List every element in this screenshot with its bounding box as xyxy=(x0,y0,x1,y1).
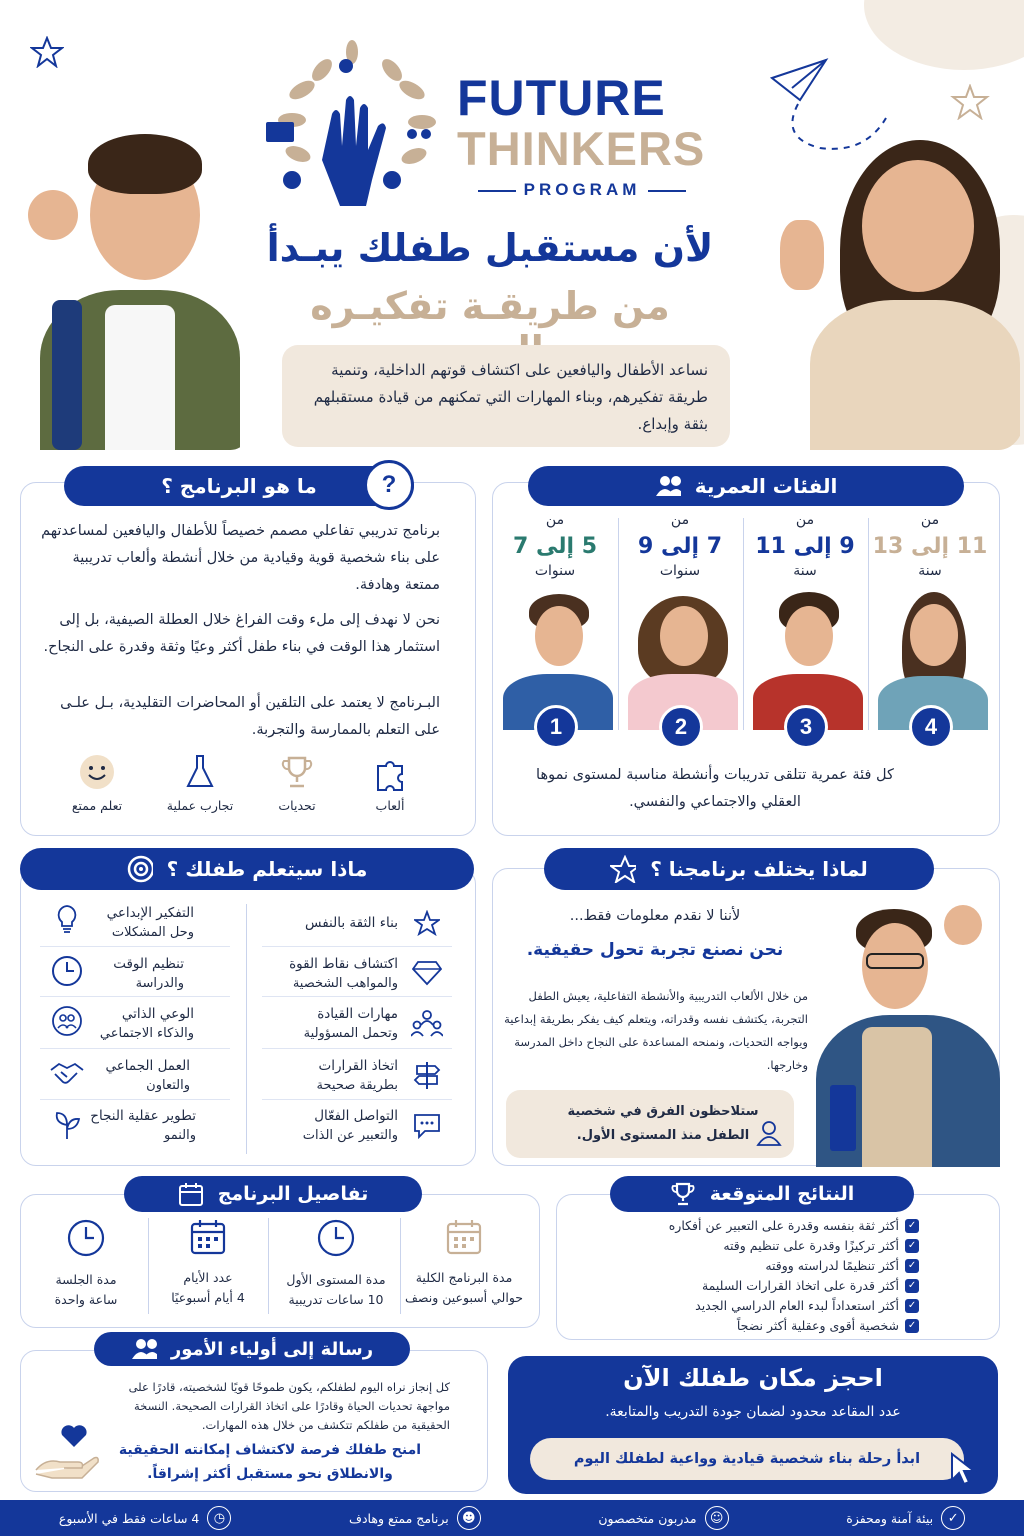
why-subtitle-2: نحن نصنع تجربة تحول حقيقية. xyxy=(526,940,784,960)
trainers-icon: ☺ xyxy=(705,1506,729,1530)
detail-total-duration xyxy=(404,1218,524,1308)
hero-headline-2: من طريقـة تفكيـره xyxy=(310,284,670,328)
age-range: 9 إلى 11 xyxy=(755,534,855,559)
why-title: لماذا يختلف برنامجنا ؟ xyxy=(650,857,868,881)
about-feature-label: تجارب عملية xyxy=(166,798,234,813)
divider xyxy=(40,946,230,947)
puzzle-icon xyxy=(370,752,410,792)
learn-item-line2: وتحمل المسؤولية xyxy=(303,1026,398,1041)
question-search-icon: ? xyxy=(364,460,414,510)
detail-label: مدة الجلسة xyxy=(55,1272,117,1287)
divider xyxy=(618,518,619,730)
age-number-badge: 2 xyxy=(659,705,703,749)
logo-line-program xyxy=(457,180,707,200)
learn-item-time xyxy=(4,955,184,993)
divider xyxy=(262,946,452,947)
result-item xyxy=(619,1238,919,1253)
learn-title-pill xyxy=(20,848,474,890)
about-paragraph-3: البـرنامج لا يعتمد على التلقين أو المحاضرات التقليدية، بـل علـى على التعلم بالممارسة والتجربة. xyxy=(60,695,440,738)
divider xyxy=(743,518,744,730)
cta-subtitle: عدد المقاعد محدود لضمان جودة التدريب والمتابعة. xyxy=(605,1404,901,1420)
divider xyxy=(40,996,230,997)
age-number-badge: 3 xyxy=(784,705,828,749)
age-group-3 xyxy=(745,512,865,579)
learn-item-line1: العمل الجماعي xyxy=(105,1058,190,1074)
user-icon xyxy=(756,1120,782,1146)
details-title-pill xyxy=(124,1176,422,1212)
handshake-icon xyxy=(48,1054,86,1092)
learn-item-line1: اكتشاف نقاط القوة xyxy=(289,956,398,972)
about-title-pill xyxy=(64,466,414,506)
footer-item-label: مدربون متخصصون xyxy=(598,1510,697,1526)
age-from: من xyxy=(795,512,815,528)
divider xyxy=(400,1218,401,1314)
cta-title: احجز مكان طفلك الآن xyxy=(623,1364,883,1392)
flask-icon xyxy=(180,752,220,792)
learn-item-communication xyxy=(218,1107,398,1145)
trophy-icon xyxy=(670,1181,696,1207)
why-callout-text: ستلاحظون الفرق في شخصية الطفل منذ المستوى الأول. xyxy=(567,1104,759,1143)
why-title-pill xyxy=(544,848,934,890)
about-title: ما هو البرنامج ؟ xyxy=(161,474,317,498)
ages-note: كل فئة عمرية تتلقى تدريبات وأنشطة مناسبة لمستوى نموها العقلي والاجتماعي والنفسي. xyxy=(536,767,894,810)
footer-item-label: 4 ساعات فقط في الأسبوع xyxy=(58,1510,200,1526)
parents-title-pill xyxy=(94,1332,410,1366)
age-number-badge: 4 xyxy=(909,705,953,749)
people-circle-icon xyxy=(48,1002,86,1040)
about-feature-experiments xyxy=(160,752,240,816)
group-icon xyxy=(131,1336,157,1362)
star-icon xyxy=(610,856,636,882)
footer-item-label: برنامج ممتع وهادف xyxy=(349,1510,449,1526)
about-feature-label: تعلم ممتع xyxy=(71,798,123,813)
cursor-icon xyxy=(946,1452,980,1488)
learn-item-confidence xyxy=(218,914,398,933)
detail-label: مدة المستوى الأول xyxy=(286,1272,386,1287)
detail-value: حوالي أسبوعين ونصف xyxy=(404,1290,524,1305)
age-group-2 xyxy=(620,512,740,579)
learn-item-line1: التفكير الإبداعي xyxy=(106,905,194,921)
divider xyxy=(268,1218,269,1314)
learn-item-line2: والمواهب الشخصية xyxy=(292,976,398,991)
learn-item-line1: التواصل الفعّال xyxy=(314,1108,398,1124)
learn-item-line2: والتعبير عن الذات xyxy=(302,1128,398,1143)
detail-level-duration xyxy=(276,1218,396,1310)
ages-title: الفئات العمرية xyxy=(694,474,838,498)
result-text: أكثر قدرة على اتخاذ القرارات السليمة xyxy=(701,1278,899,1293)
age-range: 5 إلى 7 xyxy=(512,534,597,559)
shield-icon: ✓ xyxy=(941,1506,965,1530)
result-item xyxy=(619,1258,919,1273)
detail-label: مدة البرنامج الكلية xyxy=(415,1270,513,1285)
about-feature-challenges xyxy=(262,752,332,816)
result-text: أكثر تنظيمًا لدراسته ووقته xyxy=(765,1258,899,1273)
about-paragraph-1: برنامج تدريبي تفاعلي مصمم خصيصاً للأطفال واليافعين لمساعدتهم على بناء شخصية قوية وقيادية من خلال أنشطة وألعاب تدريبية ممتعة وهادفة. xyxy=(41,523,440,593)
parents-highlight: امنح طفلك فرصة لاكتشاف إمكانته الحقيقية والانطلاق نحو مستقبل أكثر إشراقاً. xyxy=(118,1442,422,1482)
signpost-icon xyxy=(408,1056,446,1094)
learn-item-line2: والتعاون xyxy=(146,1078,190,1093)
result-text: أكثر ثقة بنفسه وقدرة على التعبير عن أفكاره xyxy=(668,1218,899,1233)
cta-button[interactable] xyxy=(530,1438,964,1480)
learn-item-line2: والدراسة xyxy=(135,976,184,991)
logo-program-text: PROGRAM xyxy=(523,180,641,199)
results-title: النتائج المتوقعة xyxy=(709,1183,855,1205)
footer-item-label: بيئة آمنة ومحفزة xyxy=(846,1510,934,1526)
clock-icon xyxy=(66,1218,106,1258)
result-text: شخصية أقوى وعقلية أكثر نضجاً xyxy=(736,1318,899,1333)
learn-item-line1: تنظيم الوقت xyxy=(113,956,184,972)
smile-icon: ☻ xyxy=(457,1506,481,1530)
check-icon: ✓ xyxy=(905,1259,919,1273)
learn-item-decisions xyxy=(218,1057,398,1095)
hero-headline-1: لأن مستقبل طفلك يبـدأ xyxy=(266,226,714,270)
why-body: من خلال الألعاب التدريبية والأنشطة التفاعلية، يعيش الطفل التجربة، يكتشف نفسه وقدراته، ويتعلم كيف يفكر بطريقة إبداعية ويواجه التحديات، ونمنحه المساعدة على النجاح داخل المدرسة وخارجها. xyxy=(504,989,808,1072)
divider xyxy=(262,1048,452,1049)
detail-value: 10 ساعات تدريبية xyxy=(288,1292,384,1307)
details-title: تفاصيل البرنامج xyxy=(217,1183,369,1205)
diamond-icon xyxy=(408,954,446,992)
divider xyxy=(262,1099,452,1100)
ages-title-pill xyxy=(528,466,964,506)
result-text: أكثر تركيزًا وقدرة على تنظيم وقته xyxy=(723,1238,899,1253)
about-feature-fun xyxy=(62,752,132,816)
trophy-icon xyxy=(277,752,317,792)
logo-line-future: FUTURE xyxy=(457,70,666,126)
detail-value: ساعة واحدة xyxy=(54,1292,118,1307)
age-from: من xyxy=(670,512,690,528)
check-icon: ✓ xyxy=(905,1319,919,1333)
plant-icon xyxy=(48,1106,86,1144)
learn-item-line1: تطوير عقلية النجاح xyxy=(90,1108,196,1124)
age-group-4 xyxy=(870,512,990,579)
learn-item-strengths xyxy=(218,955,398,993)
target-icon xyxy=(127,856,153,882)
footer-bar xyxy=(0,1500,1024,1536)
result-item xyxy=(619,1298,919,1313)
learn-title: ماذا سيتعلم طفلك ؟ xyxy=(166,857,368,881)
check-icon: ✓ xyxy=(905,1279,919,1293)
star-icon xyxy=(408,904,446,942)
detail-label: عدد الأيام xyxy=(183,1270,233,1285)
results-title-pill xyxy=(610,1176,914,1212)
about-feature-label: ألعاب xyxy=(375,798,405,813)
age-unit: سنة xyxy=(793,563,817,579)
age-unit: سنة xyxy=(918,563,942,579)
footer-item-safe xyxy=(846,1506,965,1530)
learn-item-line2: والنمو xyxy=(163,1128,196,1143)
learn-item-line1: مهارات القيادة xyxy=(317,1006,398,1022)
age-unit: سنوات xyxy=(659,563,701,579)
check-icon: ✓ xyxy=(905,1299,919,1313)
star-outline-icon xyxy=(30,36,64,68)
age-from: من xyxy=(920,512,940,528)
learn-item-line1: اتخاذ القرارات xyxy=(318,1058,398,1074)
age-unit: سنوات xyxy=(534,563,576,579)
group-icon xyxy=(655,473,681,499)
divider xyxy=(262,996,452,997)
calendar-icon xyxy=(178,1181,204,1207)
logo-wordmark xyxy=(457,72,717,200)
why-subtitle-1: لأننا لا نقدم معلومات فقط... xyxy=(569,908,741,924)
result-text: أكثر استعداداً لبدء العام الدراسي الجديد xyxy=(695,1298,899,1313)
footer-item-trainers xyxy=(598,1506,728,1530)
clock-icon xyxy=(316,1218,356,1258)
intro-box: نساعد الأطفال واليافعين على اكتشاف قوتهم الداخلية، وتنمية طريقة تفكيرهم، وبناء المهارات التي تمكنهم من قيادة مستقبلهم بثقة وإبداع. xyxy=(282,345,730,447)
why-callout xyxy=(506,1090,794,1158)
learn-item-teamwork xyxy=(10,1057,190,1095)
lightbulb-icon xyxy=(48,900,86,938)
detail-days xyxy=(148,1218,268,1308)
age-from: من xyxy=(545,512,565,528)
footer-item-fun xyxy=(349,1506,481,1530)
boy-photo xyxy=(10,110,255,450)
calendar-icon xyxy=(189,1218,227,1256)
learn-item-growth xyxy=(16,1107,196,1145)
result-item xyxy=(619,1278,919,1293)
learn-item-awareness xyxy=(14,1005,194,1043)
detail-session xyxy=(26,1218,146,1310)
divider xyxy=(40,1048,230,1049)
age-range: 7 إلى 9 xyxy=(637,534,722,559)
learn-item-line2: وحل المشكلات xyxy=(111,925,194,940)
age-number-badge: 1 xyxy=(534,705,578,749)
parents-body: كل إنجاز نراه اليوم لطفلكم، يكون طموحًا قويًا لشخصيته، قادرًا على مواجهة تحديات الحياة وقادرًا على اتخاذ القرارات الصحيحة. النسخة الحقيقية من طفلكم تتكشف من خلال هذه المهارات. xyxy=(128,1380,450,1432)
girl-photo xyxy=(770,140,1024,450)
heart-hand-icon xyxy=(34,1424,100,1482)
divider xyxy=(40,1099,230,1100)
age-group-1 xyxy=(495,512,615,579)
parents-title: رسالة إلى أولياء الأمور xyxy=(170,1338,374,1360)
boy-glasses-photo xyxy=(806,905,1000,1167)
divider xyxy=(868,518,869,730)
calendar-icon xyxy=(445,1218,483,1256)
star-outline-icon xyxy=(950,84,990,120)
about-feature-label: تحديات xyxy=(278,798,316,813)
cta-button-label: ابدأ رحلة بناء شخصية قيادية وواعية لطفلك اليوم xyxy=(573,1451,921,1467)
detail-value: 4 أيام أسبوعيًا xyxy=(171,1290,245,1305)
check-icon: ✓ xyxy=(905,1219,919,1233)
result-item xyxy=(619,1218,919,1233)
learn-item-line2: بطريقة صحيحة xyxy=(316,1078,398,1093)
learn-item-line1: الوعي الذاتي xyxy=(121,1006,194,1022)
check-icon: ✓ xyxy=(905,1239,919,1253)
learn-item-creative xyxy=(14,904,194,942)
chat-icon xyxy=(408,1106,446,1144)
logo-line-thinkers: THINKERS xyxy=(457,122,706,175)
team-icon xyxy=(408,1004,446,1042)
age-range: 11 إلى 13 xyxy=(872,534,988,559)
result-item xyxy=(619,1318,919,1333)
smile-icon xyxy=(77,752,117,792)
logo-tree-hand-icon xyxy=(262,30,447,210)
about-feature-games xyxy=(355,752,425,816)
learn-item-leadership xyxy=(218,1005,398,1043)
clock-icon: ◷ xyxy=(207,1506,231,1530)
clock-icon xyxy=(48,952,86,990)
learn-item-line1: بناء الثقة بالنفس xyxy=(305,915,398,931)
about-paragraph-2: نحن لا نهدف إلى ملء وقت الفراغ خلال العطلة الصيفية، بل إلى استثمار هذا الوقت في بناء طفل أكثر وعيًا وثقة وقدرة على النجاح. xyxy=(43,612,440,655)
learn-item-line2: والذكاء الاجتماعي xyxy=(99,1026,194,1041)
footer-item-hours xyxy=(59,1506,232,1530)
